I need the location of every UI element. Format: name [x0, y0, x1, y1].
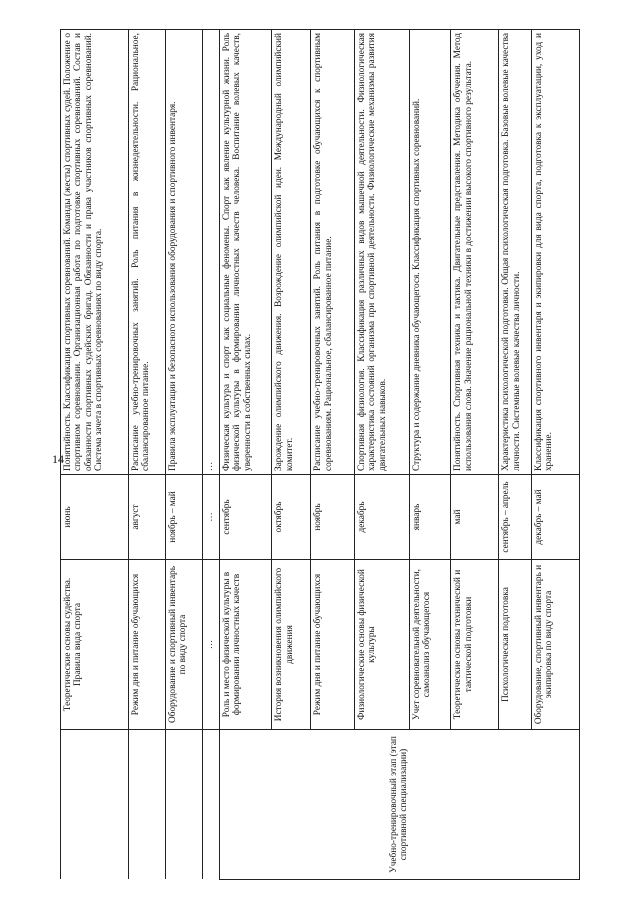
- month-cell: январь: [409, 475, 450, 560]
- topic-cell: Теоретические основы судейства. Правила вида спорта: [61, 560, 129, 730]
- content-cell: Понятийность. Классификация спортивных соревнований. Команды (жесты) спортивных судей. Положение о спортивном соревновании. Организационная работа по подготовке спортивных соревнований. Состав и обязанности спортивных судейских бригад. Обязанности и права участников спортивных соревнований. Система зачета в спортивных соревнованиях по виду спорта.: [61, 30, 129, 475]
- topic-cell: Физиологические основы физической культуры: [355, 560, 410, 730]
- table-row: [219, 30, 271, 880]
- stage-cell-empty: [165, 730, 202, 880]
- month-cell: сентябрь – апрель: [499, 475, 532, 560]
- topic-cell: Теоретические основы технической и тактической подготовки: [451, 560, 499, 730]
- table-row: [202, 30, 219, 880]
- topic-cell: Роль и место физической культуры в формировании личностных качеств: [219, 560, 271, 730]
- month-cell: декабрь – май: [531, 475, 579, 560]
- topic-cell: …: [202, 560, 219, 730]
- content-cell: Классификация спортивного инвентаря и экипировки для вида спорта, подготовка к эксплуатации, уход и хранение.: [531, 30, 579, 475]
- content-cell: Правила эксплуатации и безопасного использования оборудования и спортивного инвентаря.: [165, 30, 202, 475]
- stage-cell: Учебно-тренировочный этап (этап спортивной специализации): [219, 730, 579, 880]
- topic-cell: История возникновения олимпийского движения: [272, 560, 311, 730]
- month-cell: май: [451, 475, 499, 560]
- content-cell: Характеристика психологической подготовки. Общая психологическая подготовка. Базовые волевые качества личности. Системные волевые качества личности.: [499, 30, 532, 475]
- table-row: [128, 30, 165, 880]
- content-cell: Понятийность. Спортивная техника и тактика. Двигательные представления. Методика обучения. Метод использования слова. Значение рациональной техники в достижении высокого спортивного результата.: [451, 30, 499, 475]
- page-number: 14: [52, 452, 64, 466]
- table-row: [165, 30, 202, 880]
- topic-cell: Режим дня и питание обучающихся: [128, 560, 165, 730]
- topic-cell: Оборудование и спортивный инвентарь по виду спорта: [165, 560, 202, 730]
- content-cell: Расписание учебно-тренировочных занятий. Роль питания в жизнедеятельности. Рациональное, сбалансированное питание.: [128, 30, 165, 475]
- month-cell: …: [202, 475, 219, 560]
- month-cell: июнь: [61, 475, 129, 560]
- content-cell: Физическая культура и спорт как социальные феномены. Спорт как явление культурной жизни. Роль физической культуры в формировании личностных качеств человека. Воспитание волевых качеств, уверенности в собственных силах.: [219, 30, 271, 475]
- content-cell: Структура и содержание дневника обучающегося. Классификация спортивных соревнований.: [409, 30, 450, 475]
- topic-cell: Психологическая подготовка: [499, 560, 532, 730]
- month-cell: декабрь: [355, 475, 410, 560]
- month-cell: октябрь: [272, 475, 311, 560]
- month-cell: сентябрь: [219, 475, 271, 560]
- topic-cell: Режим дня и питание обучающихся: [311, 560, 355, 730]
- table-row: [61, 30, 129, 880]
- topic-cell: Оборудование, спортивный инвентарь и экипировка по виду спорта: [531, 560, 579, 730]
- stage-cell-empty: [128, 730, 165, 880]
- month-cell: ноябрь: [311, 475, 355, 560]
- content-cell: …: [202, 30, 219, 475]
- curriculum-table: [60, 29, 580, 880]
- stage-cell-empty: [202, 730, 219, 880]
- month-cell: ноябрь – май: [165, 475, 202, 560]
- stage-cell-empty: [61, 730, 129, 880]
- rotated-table-container: [60, 30, 580, 880]
- topic-cell: Учет соревновательной деятельности, самоанализ обучающегося: [409, 560, 450, 730]
- content-cell: Расписание учебно-тренировочных занятий. Роль питания в подготовке обучающихся к спортивным соревнованиям. Рациональное, сбалансированное питание.: [311, 30, 355, 475]
- content-cell: Спортивная физиология. Классификация различных видов мышечной деятельности. Физиологическая характеристика состояний организма при спортивной деятельности. Физиологические механизмы развития двигательных навыков.: [355, 30, 410, 475]
- content-cell: Зарождение олимпийского движения. Возрождение олимпийской идеи. Международный олимпийский комитет.: [272, 30, 311, 475]
- month-cell: август: [128, 475, 165, 560]
